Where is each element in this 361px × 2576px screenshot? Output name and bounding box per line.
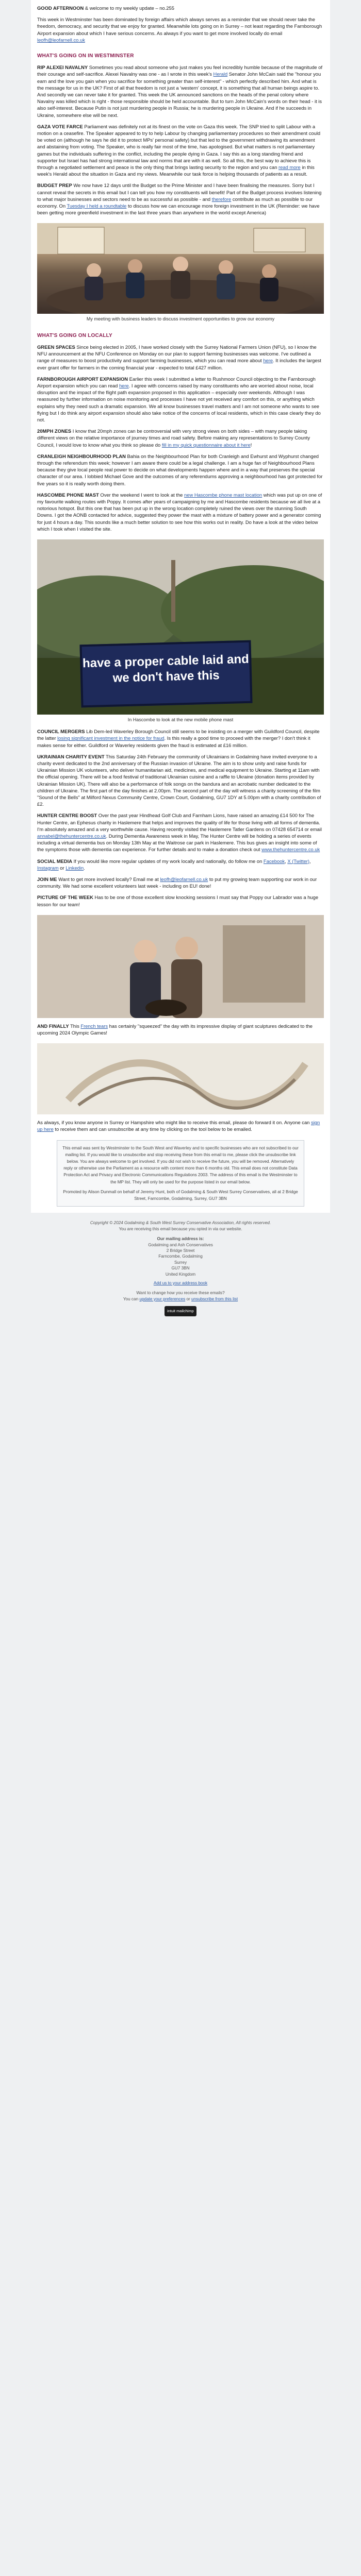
picture-of-week-photo: [37, 915, 324, 1018]
email-body: [31, 0, 330, 1213]
budget-therefore-link[interactable]: therefore: [211, 196, 232, 202]
facebook-link[interactable]: Facebook: [263, 858, 285, 864]
social-paragraph: SOCIAL MEDIA If you would like more regular updates of my work locally and nationally, do follow me on Facebook, X (Twitter), Instagram or Linkedin.: [37, 858, 311, 871]
footer-reason: You are receiving this email because you opted in via our website.: [119, 1226, 242, 1231]
sign-up-link[interactable]: sign up here: [37, 1120, 320, 1132]
hunter-email-link[interactable]: annabel@thehuntercentre.co.uk: [37, 833, 106, 839]
join-paragraph: JOIN ME Want to get more involved locally? Email me at leofh@leofarnell.co.uk to put my growing team supporting our work in our community. We had some excellent volunteers last week - including on EU! done!: [37, 876, 317, 889]
disclaimer-text: This email was sent by Westminster to the South West and Waverley and to specific businesses who are not subscribed to our mailing list. If you would like to unsubscribe and stop receiving these from this email to me, please click the unsubscribe link below. You are always welcome to get involved. If you did not wish to receive the future, you will be removed. Alternatively reply or otherwise use the Parliament as a resource with content more than 6 months old. This email does not constitute Data Protection Act and Privacy and Electronic Communications Regulations 2003. The address of this email is the Westminster to the MP list. They will only be used for the purpose listed in our email below.: [62, 1145, 299, 1184]
social-lead: SOCIAL MEDIA: [37, 858, 73, 864]
olympics-photo: [37, 1043, 324, 1114]
update-preferences-link[interactable]: update your preferences: [139, 1296, 186, 1301]
hascombe-lead: HASCOMBE PHONE MAST: [37, 492, 99, 498]
sign-text: have a proper cable laid and we don't have this: [82, 652, 250, 685]
vcard-link[interactable]: Add us to your address book: [153, 1280, 208, 1285]
footer-prefs-line: You can update your preferences or unsubscribe from this list: [123, 1296, 238, 1301]
hunter-paragraph: HUNTER CENTRE BOOST Over the past year Hindhead Golf Club and Farnham Lions, have raised an amazing £14 500 for The Hunter Centre, an Ephesus charity in Haslemere that helps and improves the quality of life for those living with all forms of dementia. I'm absolutely amazed and a very worthwhile cause. Having recently visited the Haslemere Tatler Gardens on 07428 654714 or email annabel@thehuntercentre.co.uk. During Dementia Awareness week in May, The Hunter Centre will be holding a series of events including a virtual dementia bus on Monday 13th May at the Waitrose car park in Haslemere. This bus gives an insight into some of the symptoms those with dementia can experience. For further details and to make a donation check out www.thehuntercentre.co.uk: [37, 812, 322, 853]
hunter-website-link[interactable]: www.thehuntercentre.co.uk: [261, 846, 320, 853]
join-email-link[interactable]: leofh@leofarnell.co.uk: [160, 876, 208, 883]
french-tears-link[interactable]: French tears: [80, 1023, 108, 1029]
section-westminster: WHAT'S GOING ON IN WESTMINSTER: [37, 53, 134, 59]
mast-location-link[interactable]: new Hascombe phone mast location: [184, 492, 262, 498]
twitter-link[interactable]: X (Twitter): [287, 858, 310, 864]
sign-caption: In Hascombe to look at the new mobile phone mast: [127, 717, 234, 722]
green-spaces-paragraph: GREEN SPACES Since being elected in 2005, I have worked closely with the Surrey National Farmers Union (NFU), so I know the NFU announcement at the NFU Conference on Monday on our plan to support farming businesses was welcome. I've outlined a range of measures to boost productivity and support farming businesses, which you can read more about here. It includes the largest ever grant offer for farmers in the coming financial year - expected to total £427 million.: [37, 344, 321, 370]
sculpture-illustration: [37, 1043, 324, 1114]
meeting-caption: My meeting with business leaders to discuss investment opportunities to grow our economy: [86, 316, 275, 322]
canvassing-illustration: [37, 915, 324, 1018]
gaza-lead: GAZA VOTE FARCE: [37, 123, 83, 129]
intro-paragraph: This week in Westminster has been dominated by foreign affairs which always serves as a reminder that we should never take the freedom, democracy, and security that we enjoy for granted. Meanwhile lots going on in Surrey – not least regarding the Farnborough Airport expansion about which I have serious concerns. As always if you want to get more involved locally do email leofh@leofarnell.co.uk: [37, 16, 322, 43]
fraud-link[interactable]: losing significant investment in the notice for fraud: [57, 735, 165, 741]
council-mergers-paragraph: COUNCIL MERGERS Lib Dem-led Waverley Borough Council still seems to be insisting on a merger with Guildford Council, despite the latter losing significant investment in the notice for fraud. Is this really a good time to proceed with the merger? I don't think it makes sense for either. Guildford or Waverley residents given the fraud is estimated at £16 million.: [37, 728, 320, 748]
ukrainian-lead: UKRAINIAN CHARITY EVENT: [37, 753, 105, 759]
budget-paragraph: BUDGET PREP We now have 12 days until the Budget so the Prime Minister and I have been finalising the measures. Sorry but I cannot reveal the secrets in this email but I can tell you how my constituents will benefit! Part of the Budget process involves listening to what major businesses and sectors need to be as successful as possible - and therefore contribute as much as possible to our economy. On Tuesday I held a roundtable to discuss how we can encourage more foreign investment in the UK (Reminder: we have been getting more greenfield investment in the last three years than anywhere in the world except America): [37, 182, 322, 216]
instagram-link[interactable]: Instagram: [37, 865, 59, 871]
greeting: [37, 5, 324, 11]
mph-paragraph: 20MPH ZONES I know that 20mph zones can be controversial with very strong views on both sides – with many people taking different views on the relative importance of journey times and road safety. Before making any representations to Surrey County Council, I would love to know what you think so please do fill in my quick questionnaire about it here!: [37, 428, 310, 448]
footer-addr-6: United Kingdom: [165, 1272, 196, 1277]
budget-lead: BUDGET PREP: [37, 182, 72, 189]
farnborough-here-link[interactable]: here: [119, 382, 129, 388]
meeting-photo: [37, 223, 324, 314]
farnborough-lead: FARNBOROUGH AIRPORT EXPANSION: [37, 376, 128, 382]
footer-addr-label: Our mailing address is:: [157, 1236, 204, 1242]
footer-copyright: Copyright © 2024 Godalming & South West Surrey Conservative Association, All rights reserved.: [90, 1221, 271, 1226]
green-spaces-here-link[interactable]: here: [263, 358, 273, 364]
picture-lead: PICTURE OF THE WEEK: [37, 894, 93, 901]
unsubscribe-link[interactable]: unsubscribe from this list: [191, 1296, 238, 1301]
cranleigh-lead: CRANLEIGH NEIGHBOURHOOD PLAN: [37, 453, 126, 459]
ukrainian-paragraph: UKRAINIAN CHARITY EVENT This Saturday 24th February the community of Ukrainians in Godalming have invited everyone to a charity event dedicated to the 2nd anniversary of the Russian invasion of Ukraine. The aim is to show unity and raise funds for Ukrainian Mission UK volunteers, who deliver humanitarian aid, medicines, and medical equipment to Ukraine. Starting at 11am with the official opening. There will be a food festival of traditional Ukrainian cuisine and a raffle to Ukraine (donation items provided by Ukrainian Mission UK). There will also be a performance of folk songs on the bandura and an acrobatic number dedicated to the children of Ukraine. The first part of the day finishes at 2.00pm. The second part of the day will witness a charity screening of the film "Sound of the Bells" at Milford Nexus Community Centre, Crown Court, Godalming, GU7 1DY at 5.00pm with a charity contribution of £2.: [37, 753, 321, 807]
greeting-intro: & welcome to my weekly update – no.255: [85, 5, 174, 11]
protest-sign: [79, 640, 252, 708]
join-lead: JOIN ME: [37, 876, 57, 883]
email-footer: [31, 1213, 330, 1327]
green-spaces-lead: GREEN SPACES: [37, 344, 75, 350]
mailchimp-badge[interactable]: intuit mailchimp: [165, 1306, 196, 1316]
hascombe-paragraph: HASCOMBE PHONE MAST Over the weekend I went to look at the new Hascombe phone mast location which was put up on one of my favourite walking routes with Poppy. It comes after years of campaigning by me and Hascombe residents because we all live at a notorious hotspot. But this one that has been put up in the wrong location completely ruined the views over the stunning South Downs. I got the AONB contacted for advice, suggested they power the mast with a mixture of battery power and a generator coming for just 4 hours a day. This sounds like a much better solution to see how this works out in reality. Do have a look at the video below which I took when I visited the site.: [37, 492, 322, 532]
meeting-scene-illustration: [37, 223, 324, 314]
mph-lead: 20MPH ZONES: [37, 428, 72, 434]
disclaimer-box: [57, 1140, 304, 1207]
footer-addr-5: GU7 3BN: [171, 1266, 190, 1271]
finally-lead: AND FINALLY: [37, 1023, 69, 1029]
section-locally: WHAT'S GOING ON LOCALLY: [37, 332, 112, 338]
linkedin-link[interactable]: Linkedin: [65, 865, 84, 871]
council-mergers-lead: COUNCIL MERGERS: [37, 728, 85, 735]
gaza-read-more-link[interactable]: read more: [278, 164, 301, 171]
signoff-paragraph: As always, if you know anyone in Surrey or Hampshire who might like to receive this email, please do forward it on. Anyone can sign up here to receive them and can unsubscribe at any time by clicking on the tool below to be emailed.: [37, 1120, 320, 1132]
navalny-paragraph: RIP ALEXEI NAVALNY Sometimes you read about someone who just makes you feel incredibly humble because of the magnitude of their courage and self-sacrifice. Alexei Navalny was one - as I wrote in this week's Herald Senator John McCain said the "honour you earn and the love you gain when you sacrifice for something greater than self-interest" - which perfectly described him. And what is the message for us in the UK? First of all that freedom is not just a 'western' concept, it is something that all human beings aspire to. And secondly we can never take it for granted. This week the UK announced sanctions on the heads of the penal colony where Navalny was killed which is right - those responsible should be held accountable. But to turn John McCain's words on their head - it is also self-interest. Because Putin is not just murdering people in Russia; he is murdering people in Ukraine. And if he succeeds in Ukraine, somewhere else will be next.: [37, 64, 323, 118]
greeting-salutation: GOOD AFTERNOON: [37, 5, 84, 11]
cranleigh-paragraph: CRANLEIGH NEIGHBOURHOOD PLAN Bahia on the Neighbourhood Plan for both Cranleigh and Ewhurst and Wyphurst changed through the referendum this week; however I am aware there could be a legal challenge. I am a huge fan of Neighbourhood Plans because they give local people real power to decide on what developments happen where and in a way that preserves the special character of our area. I lobbied Michael Gove and the outcomes of any referendums approving a neighbourhood has got protected for five years so it is really worth doing them.: [37, 453, 323, 486]
roundtable-link[interactable]: Tuesday I held a roundtable: [67, 203, 127, 209]
questionnaire-link[interactable]: fill in my quick questionnaire about it here: [161, 442, 251, 448]
footer-addr-3: Farncombe, Godalming: [158, 1254, 203, 1259]
hascombe-sign-photo[interactable]: [37, 539, 324, 715]
finally-paragraph: AND FINALLY This French tears has certainly "squeezed" the day with its impressive display of giant sculptures dedicated to the upcoming 2024 Olympic Games!: [37, 1023, 313, 1036]
picture-paragraph: PICTURE OF THE WEEK Has to be one of those excellent slow knocking sessions I must say that Poppy our Labrador was a huge lesson for our team!: [37, 894, 319, 907]
footer-addr-1: Godalming and Ash Conservatives: [148, 1242, 213, 1247]
footer-addr-4: Surrey: [174, 1260, 187, 1265]
hunter-lead: HUNTER CENTRE BOOST: [37, 812, 97, 819]
gaza-paragraph: GAZA VOTE FARCE Parliament was definitely not at its finest on the vote on Gaza this week. The SNP tried to split Labour with a motion on a ceasefire. The Speaker appeared to try to help Labour by changing parliamentary procedures so their amendment could be voted on (although he says he did it to protect MPs' personal safety) but that led to the government withdrawing its amendment and abstaining from voting. The Speaker, who is really fair most of the time, has apologised. But what matters is not parliamentary games but the individuals suffering in the conflict, including the people dying in Gaza. I say this as a long standing friend and supporter but Israel has had strong international law and norms that are with it as well. So all this, the best way to achieve this is through a negotiated settlement and peace is the only thing that brings lasting security to the region and you can read more in this week's Herald about the situation in Gaza and my views. Meanwhile our task force is helping thousands of patients as a result.: [37, 123, 321, 177]
footer-addr-2: 2 Bridge Street: [166, 1248, 195, 1253]
herald-link[interactable]: Herald: [213, 71, 228, 77]
footer-change-text: Want to change how you receive these emails?: [136, 1291, 225, 1296]
intro-email-link[interactable]: leofh@leofarnell.co.uk: [37, 37, 85, 43]
promoted-by: Promoted by Alison Dunmall on behalf of Jeremy Hunt, both of Godalming & South West Surrey Conservatives, all at 2 Bridge Street, Farncombe, Godalming, Surrey, GU7 3BN: [63, 1189, 298, 1201]
navalny-lead: RIP ALEXEI NAVALNY: [37, 64, 88, 71]
farnborough-paragraph: FARNBOROUGH AIRPORT EXPANSION Earlier this week I submitted a letter to Rushmoor Council objecting to the Farnborough Airport expansion which you can read here. I agree with concerns raised by many constituents who are worried about noise, local disruption and the impact of the flight path expansion proposed in this application – especially over weekends. Although I was reassured by further information on noise monitoring and processes I have not yet received any comfort on this, or anything which explains why they need such a dramatic expansion. We all know businesses travel matters and I am not someone who wants to see flying but I do think any airport expansion should also take notice of the concerns of local residents, which in this case clearly they do not.: [37, 376, 321, 422]
